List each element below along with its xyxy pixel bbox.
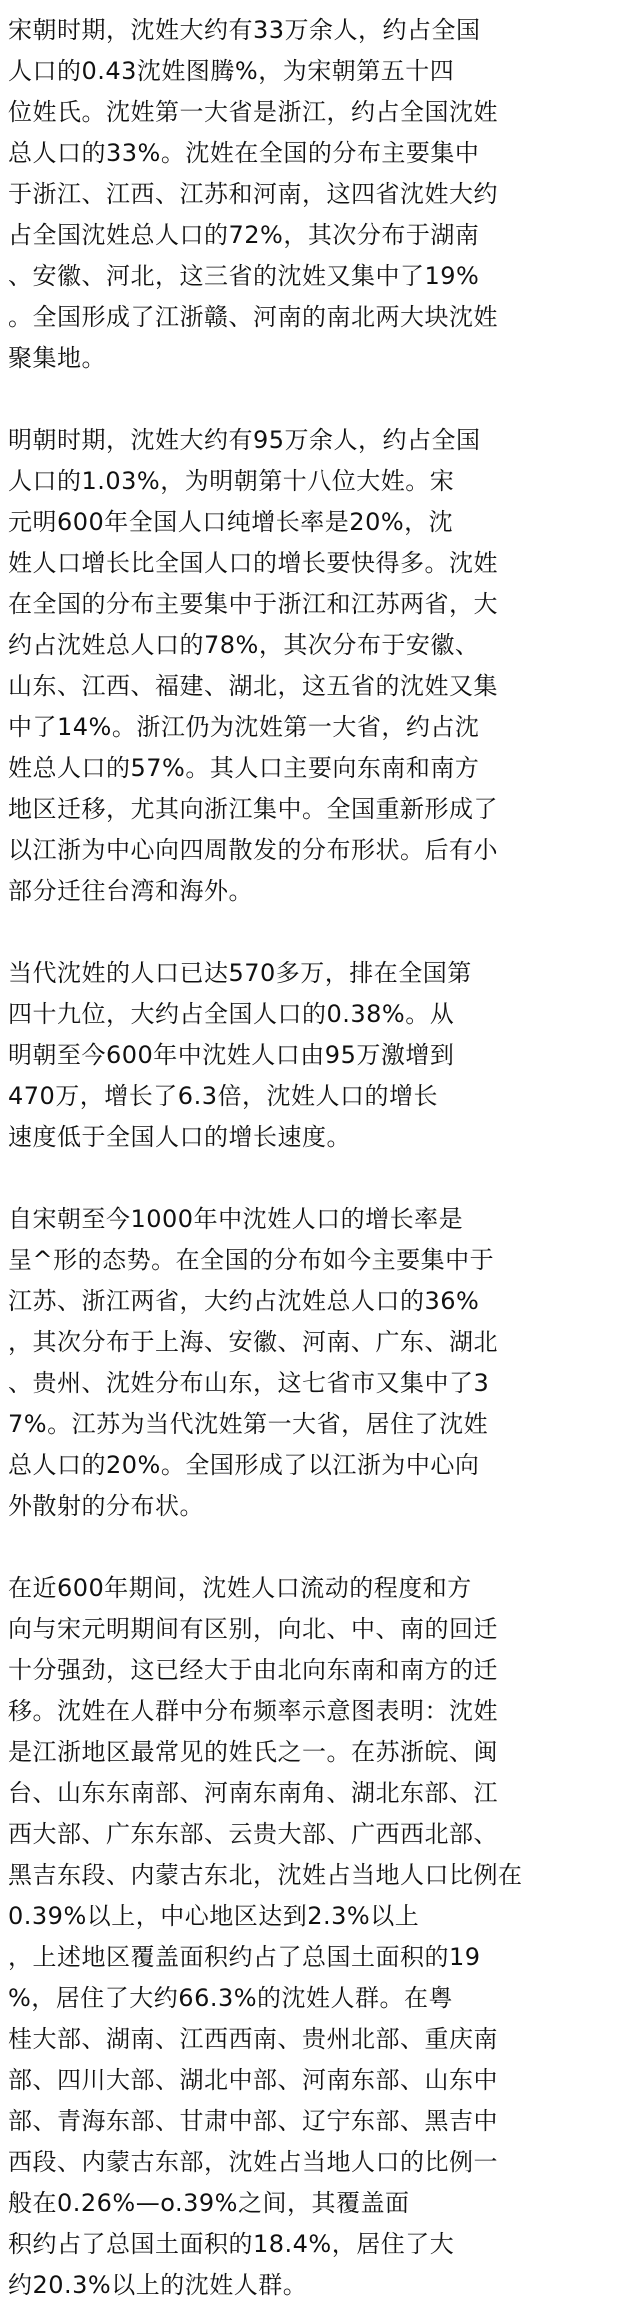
text-line: ，上述地区覆盖面积约占了总国土面积的19 — [8, 1943, 481, 1971]
text-line: 。全国形成了江浙赣、河南的南北两大块沈姓 — [8, 303, 498, 331]
text-line: 移。沈姓在人群中分布频率示意图表明：沈姓 — [8, 1697, 498, 1725]
text-line: ，其次分布于上海、安徽、河南、广东、湖北 — [8, 1328, 498, 1356]
paragraph-migration — [8, 1568, 624, 2306]
text-line: 黑吉东段、内蒙古东北，沈姓占当地人口比例在 — [8, 1861, 523, 1889]
text-line: 人口的0.43沈姓图腾%，为宋朝第五十四 — [8, 57, 455, 85]
text-line: 西段、内蒙古东部，沈姓占当地人口的比例一 — [8, 2148, 498, 2176]
text-line: 地区迁移，尤其向浙江集中。全国重新形成了 — [8, 795, 498, 823]
paragraph-gap — [8, 1527, 624, 1568]
text-line: %，居住了大约66.3%的沈姓人群。在粤 — [8, 1984, 454, 2012]
text-line: 西大部、广东东部、云贵大部、广西西北部、 — [8, 1820, 498, 1848]
text-line: 积约占了总国土面积的18.4%，居住了大 — [8, 2230, 455, 2258]
text-line: 人口的1.03%，为明朝第十八位大姓。宋 — [8, 467, 455, 495]
text-line: 自宋朝至今1000年中沈姓人口的增长率是 — [8, 1205, 464, 1233]
text-line: 山东、江西、福建、湖北，这五省的沈姓又集 — [8, 672, 498, 700]
text-line: 当代沈姓的人口已达570多万，排在全国第 — [8, 959, 472, 987]
text-line: 占全国沈姓总人口的72%，其次分布于湖南 — [8, 221, 480, 249]
text-line: 呈^形的态势。在全国的分布如今主要集中于 — [8, 1246, 495, 1274]
text-line: 在近600年期间，沈姓人口流动的程度和方 — [8, 1574, 472, 1602]
paragraph-growth-trend — [8, 1199, 624, 1527]
text-line: 聚集地。 — [8, 344, 106, 372]
text-line: 江苏、浙江两省，大约占沈姓总人口的36% — [8, 1287, 480, 1315]
text-line: 0.39%以上，中心地区达到2.3%以上 — [8, 1902, 420, 1930]
text-line: 速度低于全国人口的增长速度。 — [8, 1123, 351, 1151]
text-line: 约占沈姓总人口的78%，其次分布于安徽、 — [8, 631, 480, 659]
text-line: 外散射的分布状。 — [8, 1492, 204, 1520]
text-line: 部、青海东部、甘肃中部、辽宁东部、黑吉中 — [8, 2107, 498, 2135]
text-line: 7%。江苏为当代沈姓第一大省，居住了沈姓 — [8, 1410, 489, 1438]
paragraph-gap — [8, 379, 624, 420]
paragraph-song-dynasty — [8, 10, 624, 379]
text-line: 位姓氏。沈姓第一大省是浙江，约占全国沈姓 — [8, 98, 498, 126]
text-line: 在全国的分布主要集中于浙江和江苏两省，大 — [8, 590, 498, 618]
text-line: 、安徽、河北，这三省的沈姓又集中了19% — [8, 262, 480, 290]
text-line: 总人口的20%。全国形成了以江浙为中心向 — [8, 1451, 480, 1479]
text-line: 明朝时期，沈姓大约有95万余人，约占全国 — [8, 426, 481, 454]
text-line: 470万，增长了6.3倍，沈姓人口的增长 — [8, 1082, 438, 1110]
text-line: 部、四川大部、湖北中部、河南东部、山东中 — [8, 2066, 498, 2094]
text-line: 以江浙为中心向四周散发的分布形状。后有小 — [8, 836, 498, 864]
text-line: 总人口的33%。沈姓在全国的分布主要集中 — [8, 139, 480, 167]
text-line: 四十九位，大约占全国人口的0.38%。从 — [8, 1000, 455, 1028]
text-line: 、贵州、沈姓分布山东，这七省市又集中了3 — [8, 1369, 490, 1397]
text-line: 台、山东东南部、河南东南角、湖北东部、江 — [8, 1779, 498, 1807]
text-line: 十分强劲，这已经大于由北向东南和南方的迁 — [8, 1656, 498, 1684]
text-line: 宋朝时期，沈姓大约有33万余人，约占全国 — [8, 16, 481, 44]
text-line: 般在0.26%—o.39%之间，其覆盖面 — [8, 2189, 410, 2217]
text-line: 约20.3%以上的沈姓人群。 — [8, 2271, 308, 2299]
text-line: 于浙江、江西、江苏和河南，这四省沈姓大约 — [8, 180, 498, 208]
paragraph-contemporary — [8, 953, 624, 1158]
paragraph-gap — [8, 1158, 624, 1199]
text-line: 中了14%。浙江仍为沈姓第一大省，约占沈 — [8, 713, 480, 741]
text-line: 桂大部、湖南、江西西南、贵州北部、重庆南 — [8, 2025, 498, 2053]
text-line: 部分迁往台湾和海外。 — [8, 877, 253, 905]
paragraph-ming-dynasty — [8, 420, 624, 912]
text-line: 姓人口增长比全国人口的增长要快得多。沈姓 — [8, 549, 498, 577]
text-line: 是江浙地区最常见的姓氏之一。在苏浙皖、闽 — [8, 1738, 498, 1766]
paragraph-gap — [8, 912, 624, 953]
text-line: 明朝至今600年中沈姓人口由95万激增到 — [8, 1041, 455, 1069]
text-line: 向与宋元明期间有区别，向北、中、南的回迁 — [8, 1615, 498, 1643]
text-line: 元明600年全国人口纯增长率是20%，沈 — [8, 508, 454, 536]
text-line: 姓总人口的57%。其人口主要向东南和南方 — [8, 754, 480, 782]
